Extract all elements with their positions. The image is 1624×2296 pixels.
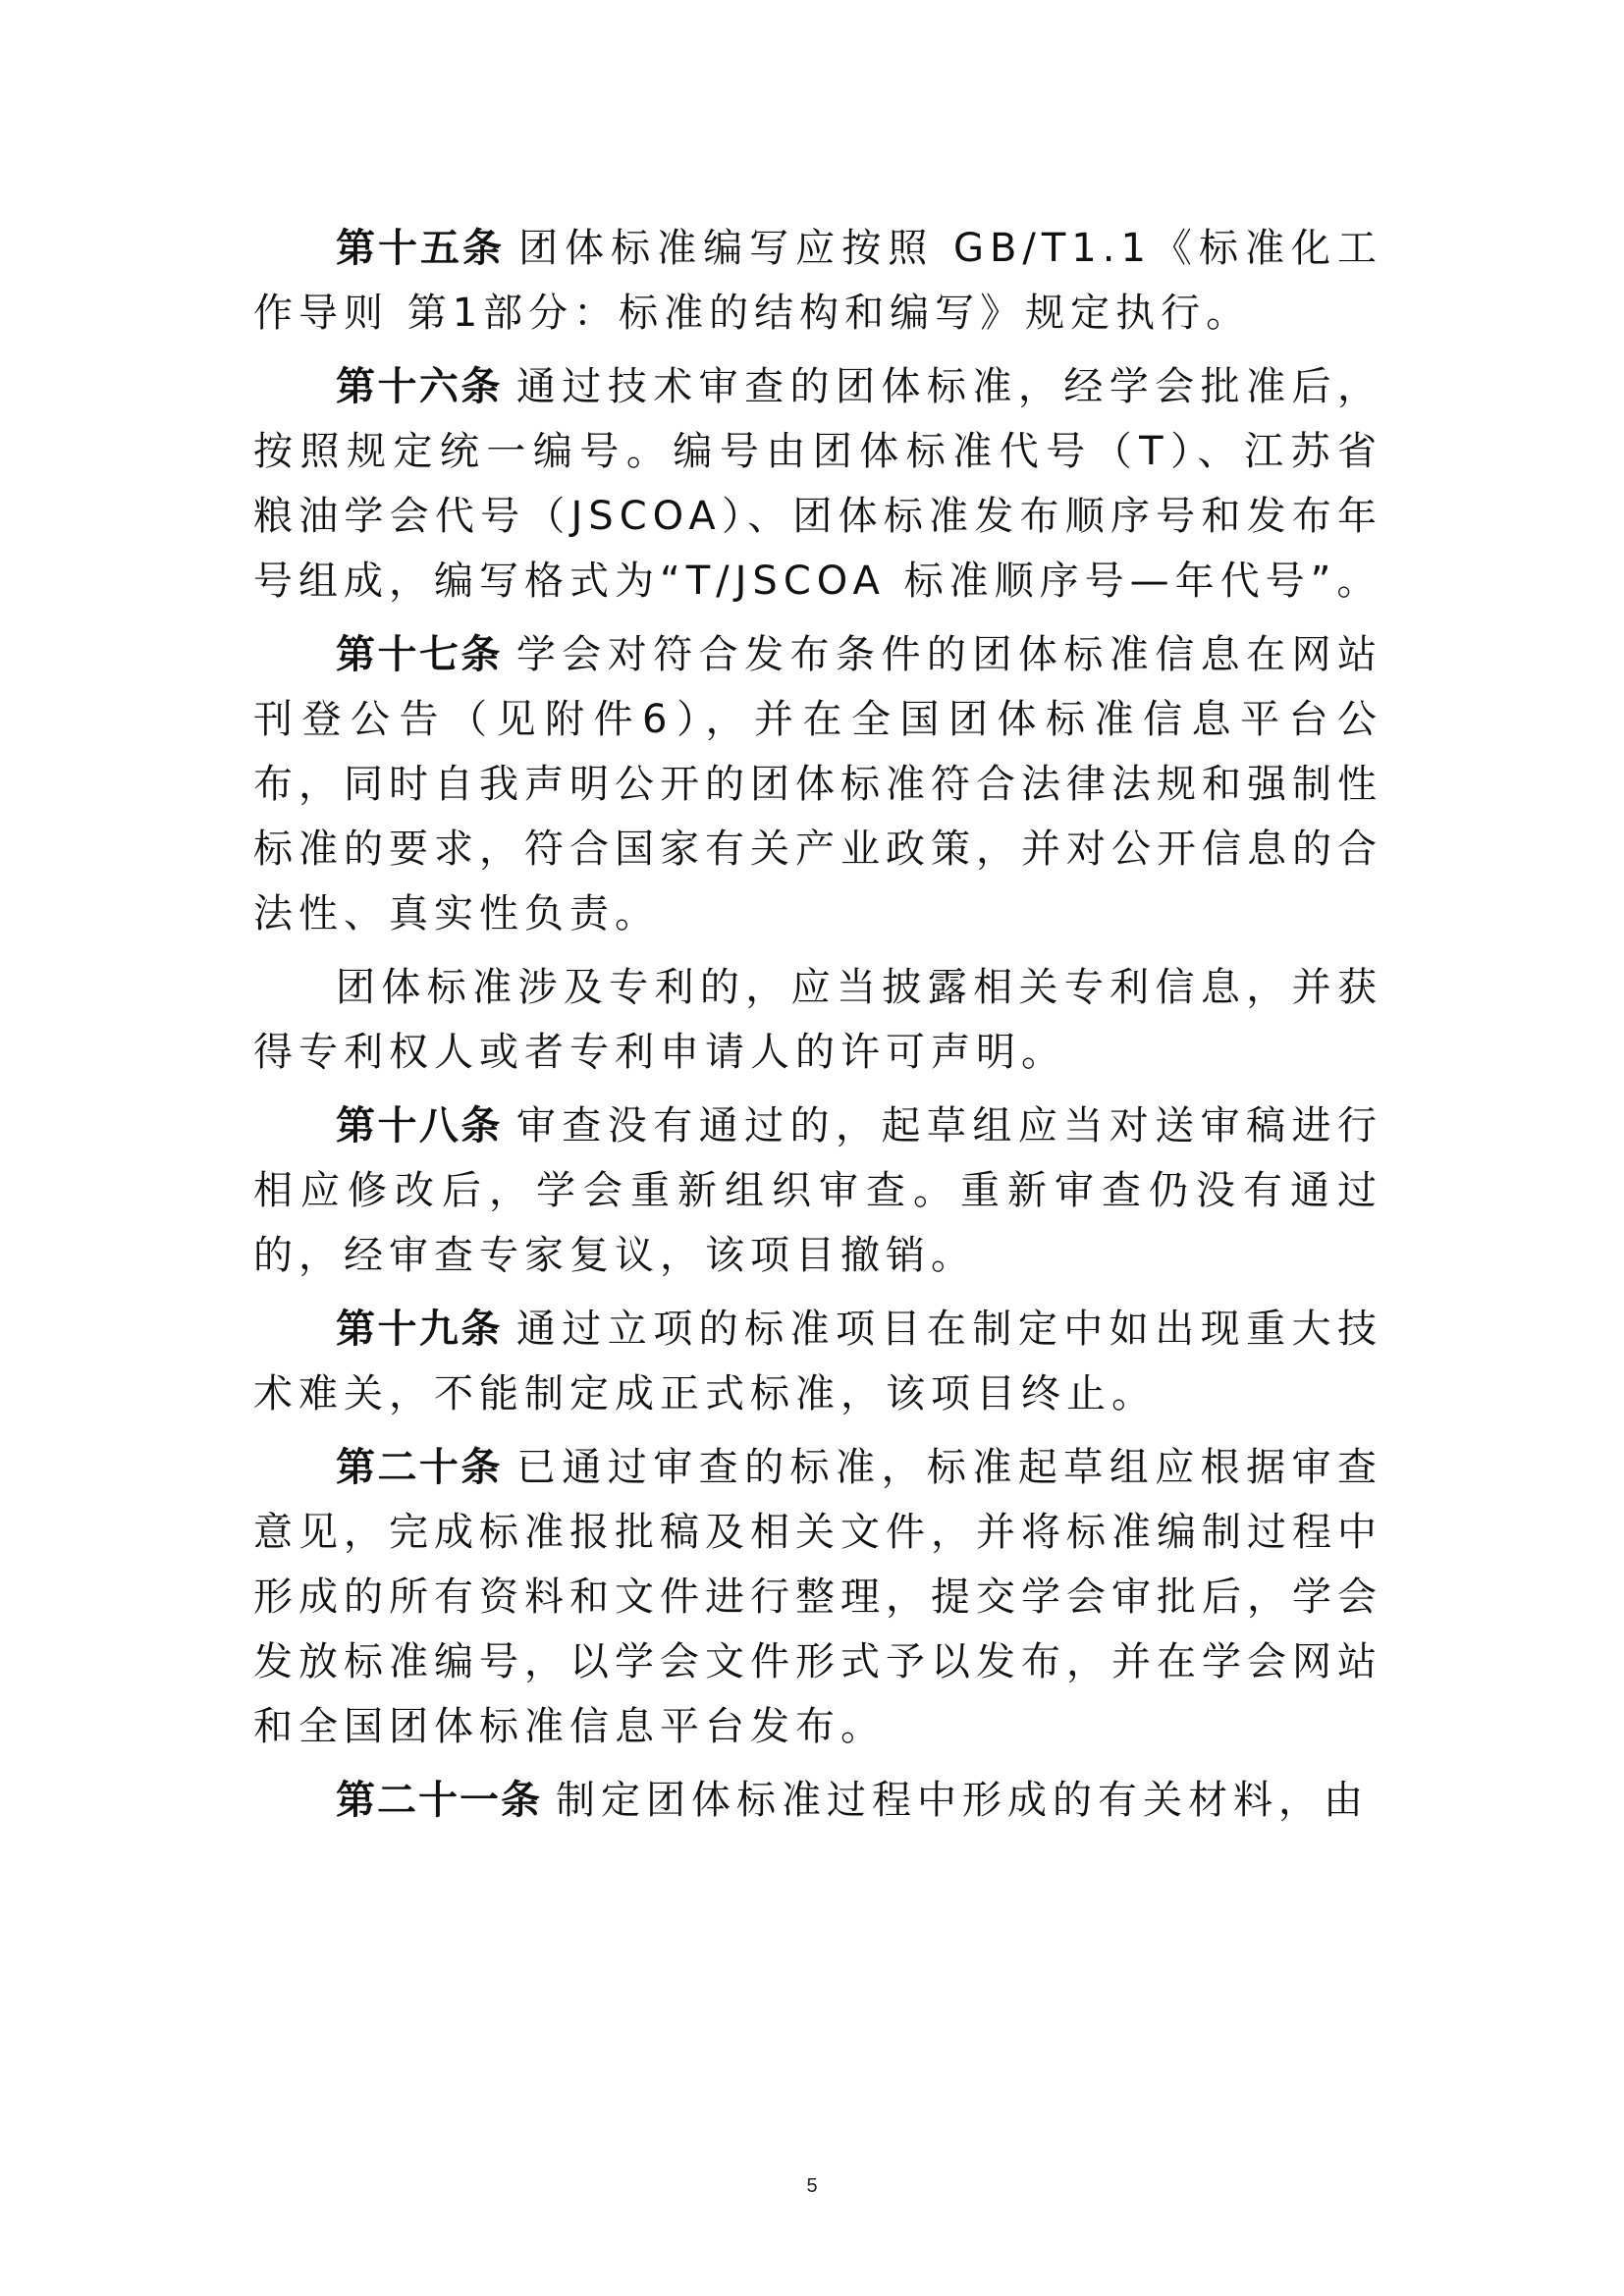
article-21-paragraph xyxy=(253,1768,1382,1833)
article-heading: 第十九条 xyxy=(336,1307,503,1352)
article-heading: 第二十一条 xyxy=(336,1778,542,1823)
article-text: 通过立项的标准项目在制定中如出现重大技术难关，不能制定成正式标准，该项目终止。 xyxy=(253,1307,1383,1416)
article-heading: 第十八条 xyxy=(336,1103,503,1148)
article-text: 学会对符合发布条件的团体标准信息在网站刊登公告（见附件6），并在全国团体标准信息平台公布，同时自我声明公开的团体标准符合法律法规和强制性标准的要求，符合国家有关产业政策，并对公开信息的合法性、真实性负责。 xyxy=(253,632,1383,936)
article-heading: 第十五条 xyxy=(336,226,506,271)
article-20-paragraph xyxy=(253,1435,1382,1759)
article-19-paragraph xyxy=(253,1297,1382,1426)
article-17-paragraph xyxy=(253,622,1382,946)
page-number: 5 xyxy=(806,2175,818,2197)
article-text: 团体标准编写应按照 GB/T1.1《标准化工作导则 第1部分：标准的结构和编写》规定执行。 xyxy=(253,226,1383,336)
article-16-paragraph xyxy=(253,354,1382,614)
patent-paragraph xyxy=(253,955,1382,1085)
article-text: 已通过审查的标准，标准起草组应根据审查意见，完成标准报批稿及相关文件，并将标准编制过程中形成的所有资料和文件进行整理，提交学会审批后，学会发放标准编号，以学会文件形式予以发布，并在学会网站和全国团体标准信息平台发布。 xyxy=(253,1445,1383,1749)
article-heading: 第十六条 xyxy=(336,364,503,409)
article-heading: 第二十条 xyxy=(336,1445,503,1490)
paragraph-text: 团体标准涉及专利的，应当披露相关专利信息，并获得专利权人或者专利申请人的许可声明。 xyxy=(253,965,1382,1075)
article-text: 审查没有通过的，起草组应当对送审稿进行相应修改后，学会重新组织审查。重新审查仍没有通过的，经审查专家复议，该项目撤销。 xyxy=(253,1103,1383,1278)
article-heading: 第十七条 xyxy=(336,632,503,677)
document-body xyxy=(253,216,1382,1842)
article-18-paragraph xyxy=(253,1094,1382,1288)
article-15-paragraph xyxy=(253,216,1382,346)
article-text: 制定团体标准过程中形成的有关材料，由 xyxy=(556,1778,1369,1823)
article-text: 通过技术审查的团体标准，经学会批准后，按照规定统一编号。编号由团体标准代号（T）、江苏省粮油学会代号（JSCOA）、团体标准发布顺序号和发布年号组成，编写格式为“T/JSCOA 标准顺序号—年代号”。 xyxy=(253,364,1383,604)
